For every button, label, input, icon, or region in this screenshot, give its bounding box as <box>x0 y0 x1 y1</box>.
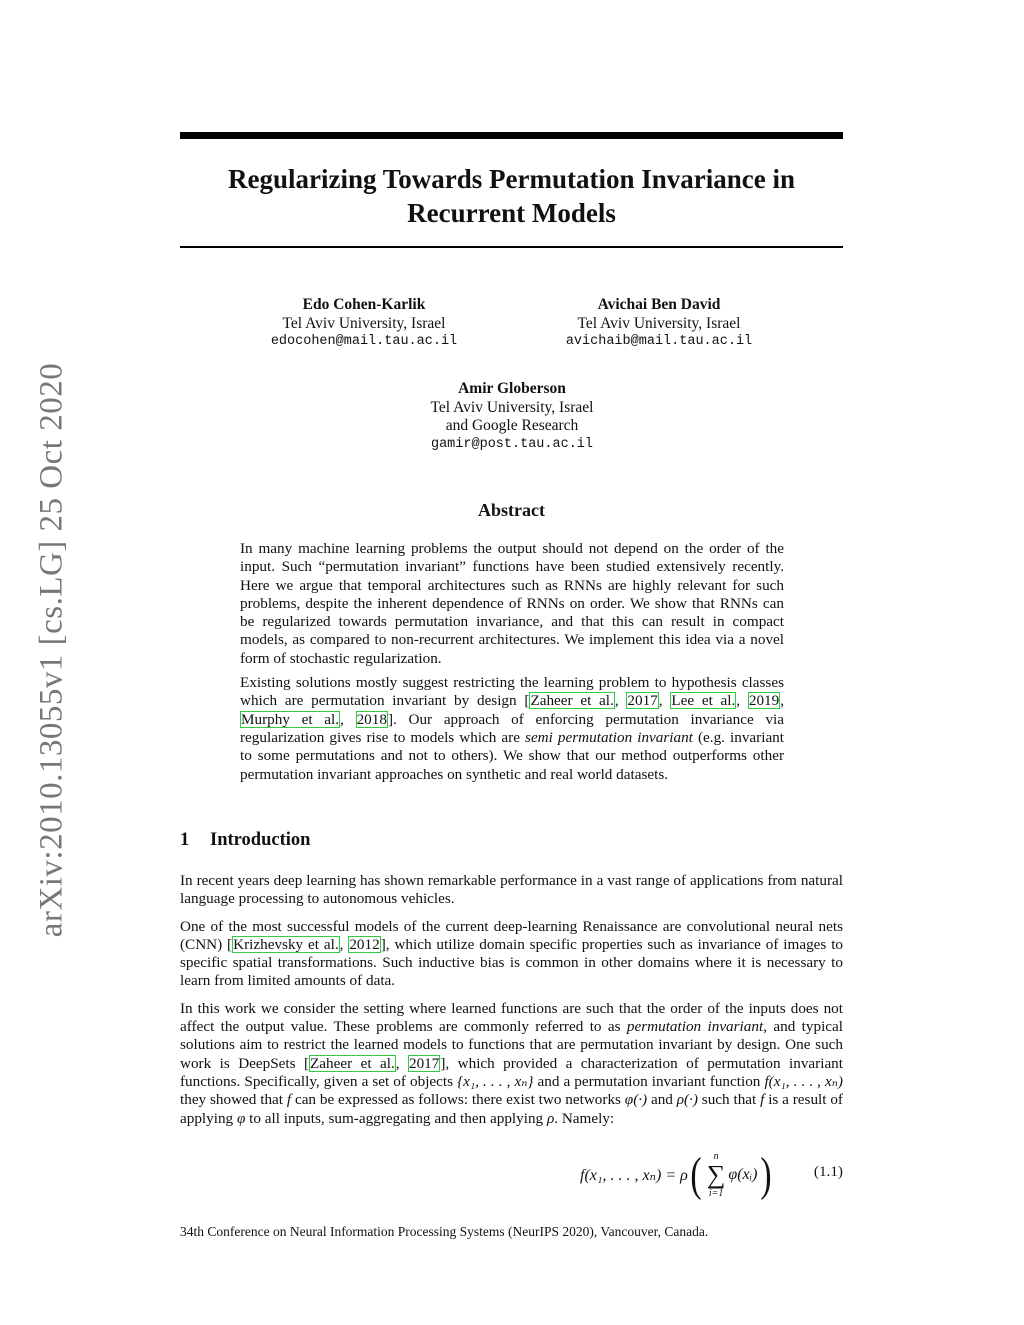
citation-link[interactable]: Zaheer et al. <box>310 1054 395 1072</box>
citation-link[interactable]: 2018 <box>356 710 387 728</box>
equation-1-1 <box>180 1148 843 1202</box>
section-heading-introduction <box>180 830 310 851</box>
inline-math: ρ <box>546 1109 555 1127</box>
inline-math: {x₁, . . . , xₙ} <box>457 1072 534 1090</box>
title-line-2: Recurrent Models <box>407 198 616 228</box>
inline-math: φ <box>236 1109 246 1127</box>
intro-paragraph-1: In recent years deep learning has shown remarkable performance in a vast range of applications from natural language processing to autonomous vehicles. <box>180 872 843 908</box>
author-affiliation-2: and Google Research <box>445 417 579 434</box>
author-affiliation: Tel Aviv University, Israel <box>430 398 594 416</box>
author-block-2 <box>519 296 799 352</box>
citation-link[interactable]: 2019 <box>748 692 780 710</box>
intro-paragraph-2: One of the most successful models of the current deep-learning Renaissance are convolutional neural nets (CNN) [Krizhevsky et al., 2012], which utilize domain specific properties such as invariance of images to specific spatial transformations. Such inductive bias is common in other domains where it is necessary to learn from limited amounts of data. <box>180 917 844 990</box>
right-paren: ) <box>759 1148 772 1201</box>
title-rule-bottom <box>180 246 843 248</box>
author-name: Avichai Ben David <box>597 296 721 313</box>
inline-math: f(x₁, . . . , xₙ) <box>764 1072 843 1090</box>
author-name: Edo Cohen-Karlik <box>302 296 426 313</box>
citation-link[interactable]: Murphy et al. <box>241 710 340 728</box>
title-line-1: Regularizing Towards Permutation Invariance in <box>227 164 795 194</box>
sum-lower-limit: i=1 <box>708 1188 724 1199</box>
emphasis: semi permutation invariant <box>525 728 693 746</box>
inline-math: f <box>760 1091 765 1109</box>
abstract-paragraph-1: In many machine learning problems the output should not depend on the order of the input. Such “permutation invariant” functions have been studied extensively recently. Here we argue that temporal architectures such as RNNs are highly relevant for such problems, despite the inherent dependence of RNNs on order. We show that RNNs can be regularized towards permutation invariance, and that this can result in compact models, as compared to non-recurrent architectures. We implement this idea via a novel form of stochastic regularization. <box>240 540 784 667</box>
citation-link[interactable]: 2017 <box>408 1054 440 1072</box>
citation-link[interactable]: Zaheer et al. <box>530 692 614 710</box>
section-title: Introduction <box>210 830 311 850</box>
introduction-body <box>180 872 843 1137</box>
section-number: 1 <box>180 830 190 850</box>
author-block-1 <box>224 296 504 352</box>
inline-math: φ(·) <box>624 1091 648 1109</box>
abstract-paragraph-2: Existing solutions mostly suggest restricting the learning problem to hypothesis classes which are permutation invariant by design [Zaheer et al., 2017, Lee et al., 2019, Murphy et al., 2018]. Our approach of enforcing permutation invariance via regularization gives rise to models which are semi permutation invariant (e.g. invariant to some permutations and not to others). We show that our method outperforms other permutation invariant approaches on synthetic and real world datasets. <box>240 674 785 783</box>
sigma-symbol: ∑ <box>706 1160 726 1189</box>
citation-link[interactable]: Krizhevsky et al. <box>233 935 339 953</box>
author-name: Amir Globerson <box>458 380 566 397</box>
author-email[interactable]: edocohen@mail.tau.ac.il <box>270 334 458 349</box>
inline-math: ρ(·) <box>676 1091 698 1109</box>
abstract-body <box>240 540 784 790</box>
emphasis: permutation invariant <box>626 1018 764 1036</box>
equation-number: (1.1) <box>813 1163 843 1180</box>
left-paren: ( <box>690 1148 702 1201</box>
author-affiliation: Tel Aviv University, Israel <box>282 314 446 332</box>
equation-lhs: f(x₁, . . . , xₙ) = ρ <box>580 1167 688 1184</box>
paper-title <box>180 162 843 230</box>
summation <box>707 1151 726 1199</box>
author-email[interactable]: gamir@post.tau.ac.il <box>430 436 594 452</box>
author-block-3 <box>372 380 652 454</box>
equation-summand: φ(xᵢ) <box>728 1166 758 1183</box>
title-rule-top <box>180 132 843 139</box>
intro-paragraph-3: In this work we consider the setting where learned functions are such that the order of the inputs does not affect the output value. These problems are commonly referred to as permutation invariant, and typical solutions aim to restrict the learned models to functions that are permutation invariant by design. One such work is DeepSets [Zaheer et al., 2017], which provided a characterization of permutation invariant functions. Specifically, given a set of objects {x₁, . . . , xₙ} and a permutation invariant function f(x₁, . . . , xₙ) they showed that f can be expressed as follows: there exist two networks φ(·) and ρ(·) such that f is a result of applying φ to all inputs, sum-aggregating and then applying ρ. Namely: <box>180 999 843 1127</box>
citation-link[interactable]: Lee et al. <box>671 692 736 710</box>
citation-link[interactable]: 2017 <box>627 692 658 710</box>
footer-venue: 34th Conference on Neural Information Processing Systems (NeurIPS 2020), Vancouver, Canada. <box>180 1224 709 1239</box>
author-affiliation: Tel Aviv University, Israel <box>577 314 741 332</box>
arxiv-identifier: arXiv:2010.13055v1 [cs.LG] 25 Oct 2020 <box>33 362 70 938</box>
equation-body <box>580 1148 773 1202</box>
author-email[interactable]: avichaib@mail.tau.ac.il <box>565 334 753 349</box>
abstract-heading: Abstract <box>478 500 545 520</box>
citation-link[interactable]: 2012 <box>349 935 380 953</box>
sum-upper-limit: n <box>713 1151 719 1162</box>
inline-math: f <box>286 1091 292 1109</box>
